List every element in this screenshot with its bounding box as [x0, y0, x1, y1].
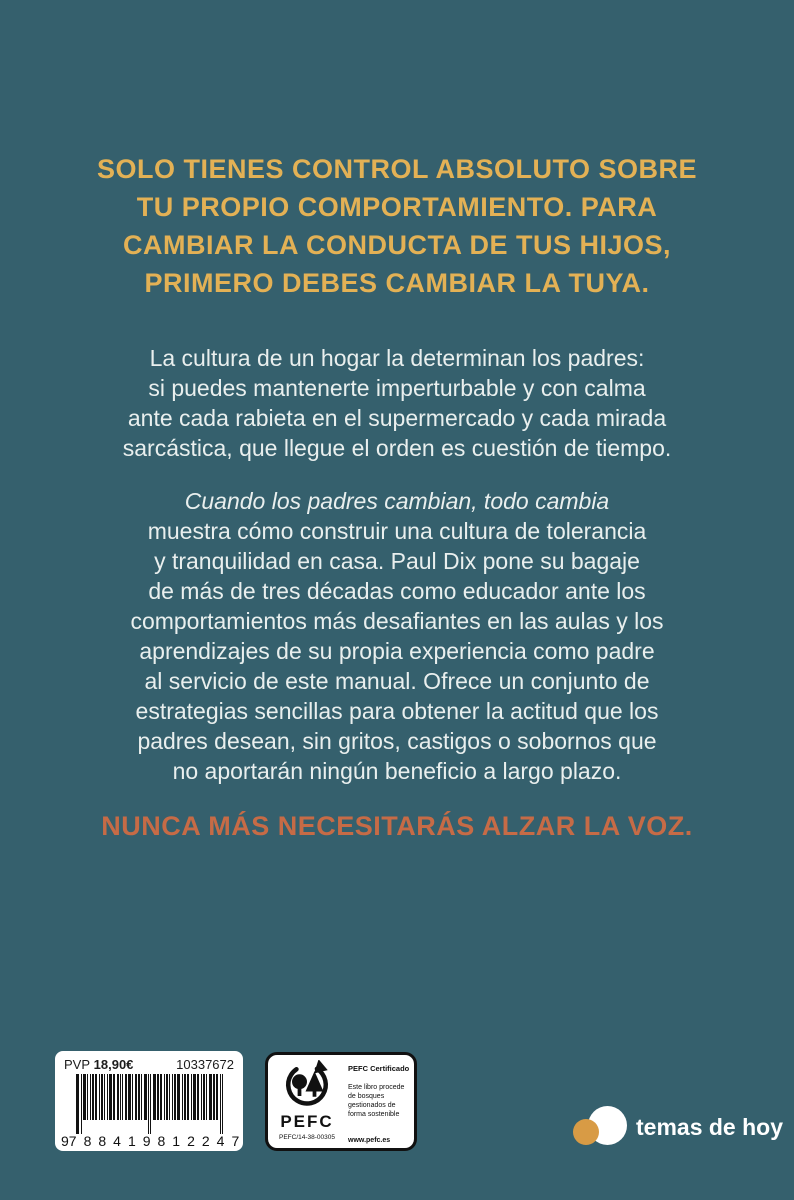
text-line: sarcástica, que llegue el orden es cuestión de tiempo. [122, 435, 672, 461]
ean-group2: 812247 [157, 1133, 247, 1149]
price [64, 1058, 133, 1072]
barcode-bar [104, 1074, 105, 1120]
barcode-bar [76, 1074, 79, 1134]
text-line: estrategias sencillas para obtener la actitud que los [135, 698, 659, 724]
barcode-bar [117, 1074, 119, 1120]
pefc-text-column [340, 1060, 412, 1144]
barcode-bar [206, 1074, 207, 1120]
barcode-bar [113, 1074, 115, 1120]
barcode-bar [153, 1074, 156, 1120]
barcode-bar [132, 1074, 133, 1120]
barcode-bar [141, 1074, 142, 1120]
barcode-bar [160, 1074, 162, 1120]
orange-circle-icon [573, 1119, 599, 1145]
pefc-certification-label [265, 1052, 417, 1151]
barcode-bar [197, 1074, 199, 1120]
barcode-header [64, 1058, 234, 1072]
barcode-bar [107, 1074, 108, 1120]
headline [0, 150, 794, 302]
pefc-trees-recycle-icon [283, 1060, 331, 1113]
text-line: ante cada rabieta en el supermercado y cada mirada [127, 405, 667, 431]
publisher-logo [570, 1104, 783, 1150]
barcode-bar [174, 1074, 176, 1120]
barcode-bar [193, 1074, 196, 1120]
barcode-bar [81, 1074, 82, 1134]
intro-paragraph [0, 343, 794, 463]
pefc-logo-column [274, 1060, 340, 1144]
barcode-bar [187, 1074, 189, 1120]
pefc-cert-code: PEFC/14-38-00305 [278, 1134, 335, 1141]
barcode-bar [150, 1074, 151, 1134]
barcode-bar [201, 1074, 202, 1120]
barcode-bar [83, 1074, 86, 1120]
barcode-bar [209, 1074, 212, 1120]
text-line: si puedes mantenerte imperturbable y con calma [148, 375, 646, 401]
barcode-bar [101, 1074, 103, 1120]
barcode-bar [222, 1074, 223, 1134]
barcode-bar [90, 1074, 91, 1120]
barcode-bar [182, 1074, 183, 1120]
text-line: muestra cómo construir una cultura de tolerancia [147, 518, 647, 544]
barcode-bar [144, 1074, 147, 1120]
text-line: PRIMERO DEBES CAMBIAR LA TUYA. [144, 268, 650, 298]
barcode-bar [164, 1074, 165, 1120]
barcode-bar [99, 1074, 100, 1120]
text-line: aprendizajes de su propia experiencia como padre [139, 638, 655, 664]
barcode-bar [184, 1074, 186, 1120]
barcode-bar [203, 1074, 205, 1120]
barcode-bar [122, 1074, 123, 1120]
text-line: TU PROPIO COMPORTAMIENTO. PARA [136, 192, 658, 222]
body-paragraph-lines [0, 516, 794, 786]
publisher-circles-icon [570, 1104, 632, 1150]
text-line: La cultura de un hogar la determinan los padres: [149, 345, 645, 371]
barcode-bar [191, 1074, 192, 1120]
text-line: SOLO TIENES CONTROL ABSOLUTO SOBRE [96, 154, 698, 184]
ean-prefix: 9 [61, 1133, 69, 1149]
barcode-bar [172, 1074, 173, 1120]
book-title-italic: Cuando los padres cambian, todo cambia [184, 488, 610, 514]
barcode-bar [87, 1074, 88, 1120]
body-paragraph [0, 486, 794, 786]
barcode-bar [95, 1074, 97, 1120]
pvp-label: PVP [64, 1057, 91, 1072]
ean-barcode-icon [76, 1074, 234, 1134]
barcode-bar [148, 1074, 149, 1134]
barcode-bar [135, 1074, 137, 1120]
pefc-wordmark: PEFC [280, 1112, 334, 1131]
barcode-bar [109, 1074, 112, 1120]
tagline: NUNCA MÁS NECESITARÁS ALZAR LA VOZ. [101, 811, 693, 841]
pefc-url: www.pefc.es [348, 1137, 391, 1144]
price-value: 18,90€ [93, 1057, 134, 1072]
barcode-bar [220, 1074, 221, 1134]
price-barcode-label [55, 1051, 247, 1151]
barcode-bar [120, 1074, 121, 1120]
ean-group1: 788419 [68, 1133, 158, 1149]
text-line: CAMBIAR LA CONDUCTA DE TUS HIJOS, [123, 230, 671, 260]
barcode-bar [169, 1074, 170, 1120]
barcode-bar [213, 1074, 215, 1120]
barcode-bar [216, 1074, 218, 1120]
barcode-bar [125, 1074, 127, 1120]
text-line: de más de tres décadas como educador ante los [148, 578, 646, 604]
text-line: no aportarán ningún beneficio a largo plazo. [172, 758, 622, 784]
text-line: comportamientos más desafiantes en las aulas y los [130, 608, 664, 634]
barcode-bar [166, 1074, 168, 1120]
barcode-bar [92, 1074, 94, 1120]
barcode-bar [128, 1074, 131, 1120]
publisher-name: temas de hoy [636, 1113, 783, 1140]
text-line: padres desean, sin gritos, castigos o sobornos que [137, 728, 657, 754]
pefc-title: PEFC Certificado [348, 1064, 410, 1073]
product-code: 10337672 [176, 1057, 234, 1072]
pefc-description: Este libro procede de bosques gestionados de forma sostenible [348, 1084, 405, 1118]
barcode-bar [177, 1074, 180, 1120]
barcode-bar [138, 1074, 140, 1120]
text-line: al servicio de este manual. Ofrece un conjunto de [144, 668, 650, 694]
ean-digits [61, 1133, 247, 1149]
barcode-bar [157, 1074, 159, 1120]
text-line: y tranquilidad en casa. Paul Dix pone su bagaje [154, 548, 640, 574]
